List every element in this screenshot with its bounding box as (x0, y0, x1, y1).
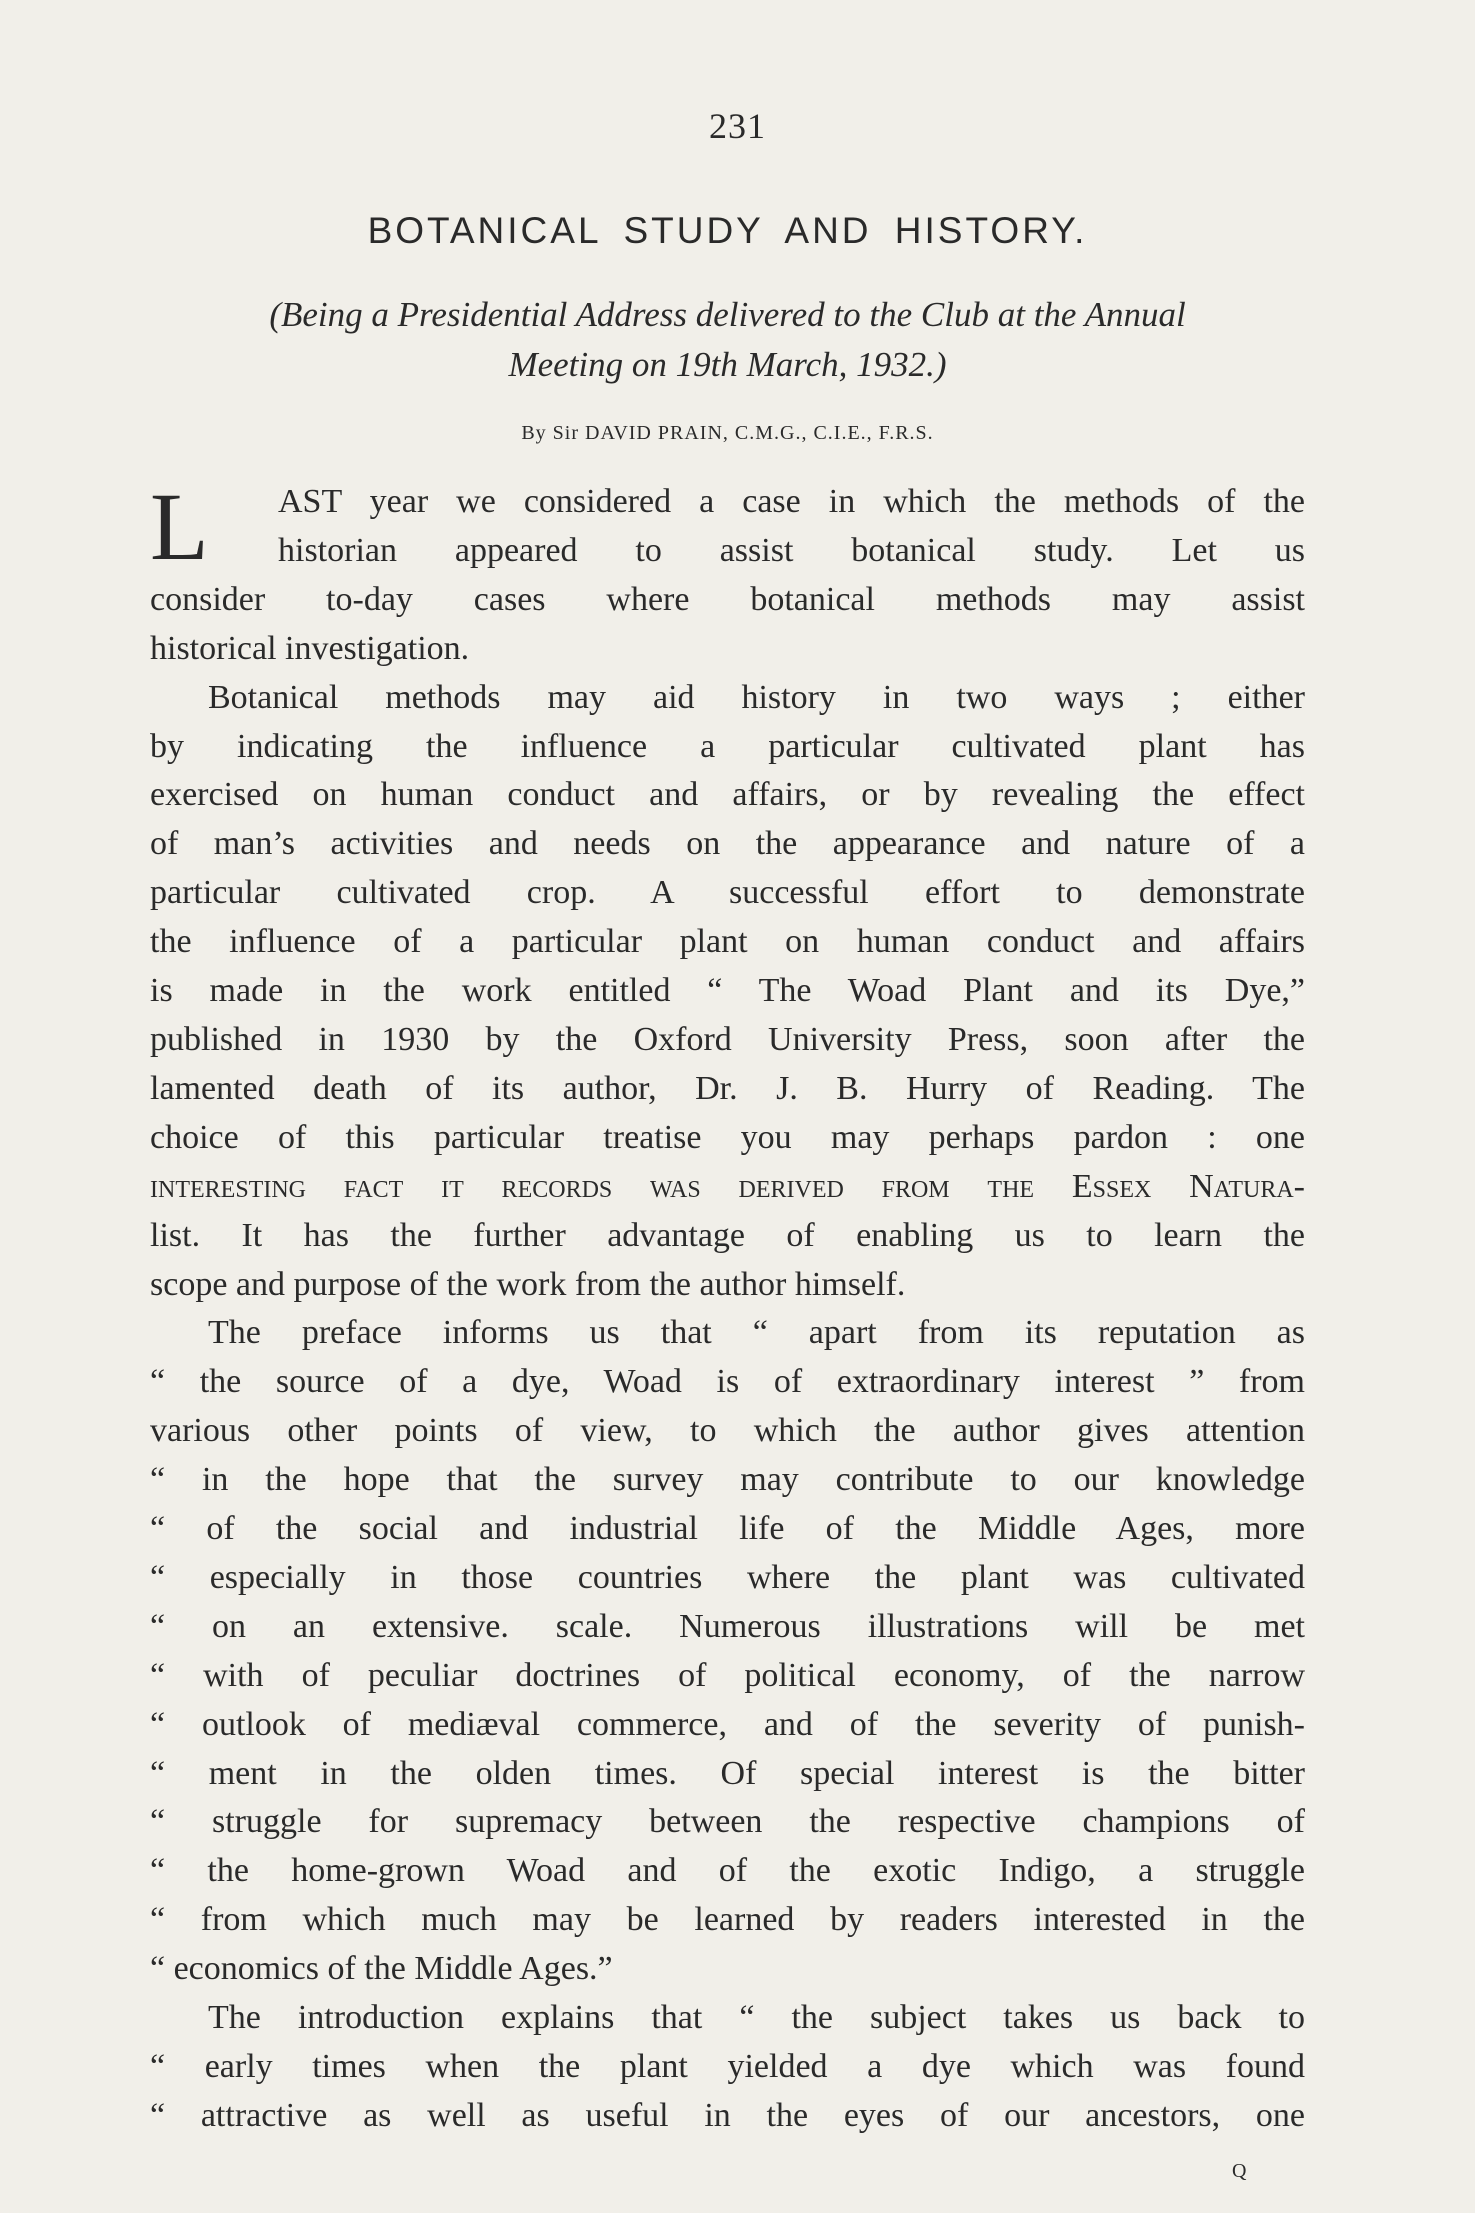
text-line: “ ment in the olden times. Of special interest is the bitter (150, 1754, 1305, 1792)
subtitle-line-1: (Being a Presidential Address delivered to the Club at the Annual (269, 295, 1186, 334)
article-subtitle (150, 290, 1305, 390)
drop-cap: L (150, 473, 209, 580)
text-line: consider to-day cases where botanical methods may assist (150, 580, 1305, 618)
text-line: “ the source of a dye, Woad is of extraordinary interest ” from (150, 1363, 1305, 1401)
text-line: historian appeared to assist botanical study. Let us (278, 531, 1305, 569)
text-line: “ in the hope that the survey may contribute to our knowledge (150, 1461, 1305, 1499)
text-line: historical investigation. (150, 629, 470, 667)
paragraph-2 (150, 674, 1305, 1310)
text-line: The introduction explains that “ the subject takes us back to (208, 1999, 1305, 2037)
text-line: various other points of view, to which the author gives attention (150, 1412, 1305, 1450)
text-line: The preface informs us that “ apart from its reputation as (208, 1314, 1305, 1352)
text-line: the influence of a particular plant on human conduct and affairs (150, 923, 1305, 961)
paragraph-3 (150, 1309, 1305, 1994)
text-line: “ early times when the plant yielded a dye which was found (150, 2048, 1305, 2085)
signature-mark: Q (1232, 2160, 1247, 2182)
text-line: AST year we considered a case in which the methods of the (278, 483, 1305, 520)
text-line: “ struggle for supremacy between the respective champions of (150, 1803, 1305, 1841)
text-line: lamented death of its author, Dr. J. B. Hurry of Reading. The (150, 1069, 1305, 1107)
text-line: choice of this particular treatise you may perhaps pardon : one (150, 1118, 1305, 1156)
text-line: is made in the work entitled “ The Woad Plant and its Dye,” (150, 972, 1305, 1010)
page-number: 231 (709, 106, 766, 146)
text-line: “ on an extensive. scale. Numerous illustrations will be met (150, 1607, 1305, 1645)
text-line: list. It has the further advantage of enabling us to learn the (150, 1216, 1305, 1254)
text-line: Botanical methods may aid history in two ways ; either (208, 678, 1305, 716)
text-line: “ of the social and industrial life of the Middle Ages, more (150, 1510, 1305, 1548)
text-line: “ with of peculiar doctrines of political economy, of the narrow (150, 1656, 1305, 1694)
text-line: interesting fact it records was derived from the Essex Natura- (150, 1167, 1305, 1205)
text-line: by indicating the influence a particular cultivated plant has (150, 727, 1305, 765)
text-line: “ the home-grown Woad and of the exotic Indigo, a struggle (150, 1852, 1305, 1890)
article-title: BOTANICAL STUDY AND HISTORY. (367, 210, 1088, 251)
paragraph-1 (150, 473, 1305, 674)
text-line: “ outlook of mediæval commerce, and of the severity of punish- (150, 1705, 1305, 1743)
text-line: published in 1930 by the Oxford University Press, soon after the (150, 1020, 1305, 1058)
text-line: of man’s activities and needs on the appearance and nature of a (150, 825, 1305, 863)
subtitle-line-2: Meeting on 19th March, 1932.) (508, 345, 947, 384)
article-body (150, 473, 1305, 2141)
text-line: exercised on human conduct and affairs, or by revealing the effect (150, 776, 1305, 814)
text-line: particular cultivated crop. A successful effort to demonstrate (150, 874, 1305, 912)
text-line: “ especially in those countries where the plant was cultivated (150, 1558, 1305, 1596)
author-byline: By Sir DAVID PRAIN, C.M.G., C.I.E., F.R.S. (521, 422, 934, 444)
paragraph-4 (150, 1994, 1305, 2141)
text-line: scope and purpose of the work from the author himself. (150, 1265, 906, 1303)
text-line: “ economics of the Middle Ages.” (150, 1950, 613, 1988)
text-line: “ from which much may be learned by readers interested in the (150, 1901, 1305, 1939)
text-line: “ attractive as well as useful in the eyes of our ancestors, one (150, 2096, 1305, 2134)
